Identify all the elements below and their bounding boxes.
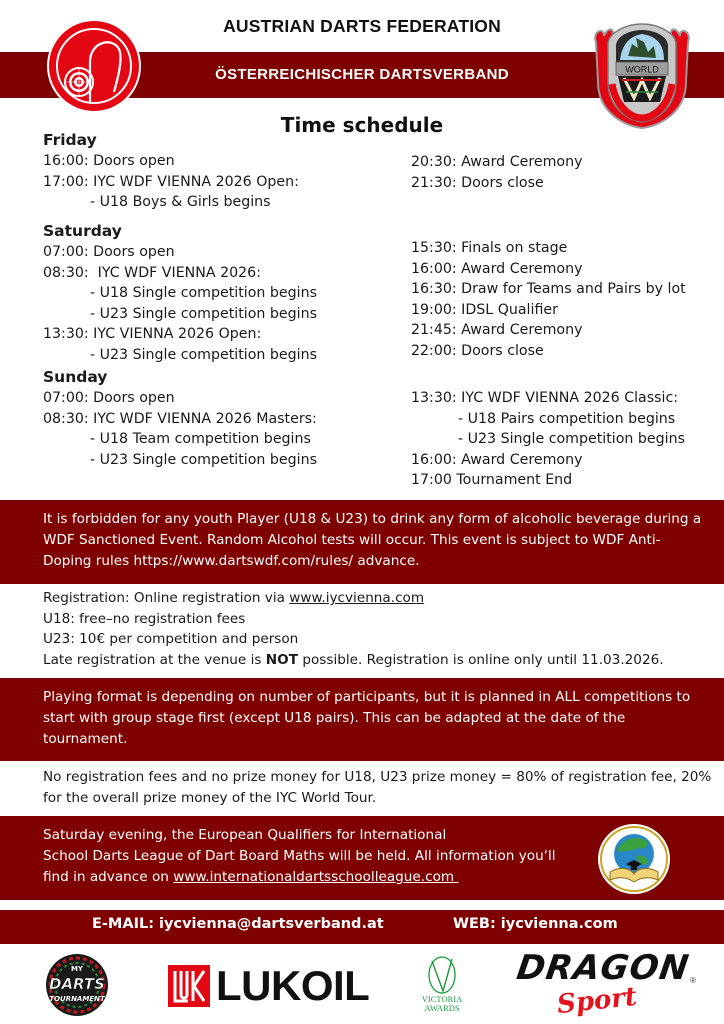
registration-line	[43, 588, 718, 609]
schedule-title: Time schedule	[280, 113, 444, 137]
awards-word: AWARDS	[424, 1003, 460, 1013]
idsl-link[interactable]: www.internationaldartsschoolleague.com	[173, 869, 459, 885]
late-suffix: possible. Registration is online only until 11.03.2026.	[298, 651, 664, 668]
contact-email[interactable]: E-MAIL: iycvienna@dartsverband.at	[92, 916, 384, 932]
mydarts-my: MY	[70, 965, 84, 973]
schedule-item: 16:00: Doors open	[43, 153, 175, 169]
schedule-subitem: - U23 Single competition begins	[90, 346, 317, 363]
schedule-item: 07:00: Doors open	[43, 244, 175, 260]
registration-u23: U23: 10€ per competition and person	[43, 631, 299, 648]
schedule-subitem: - U23 Single competition begins	[90, 305, 317, 322]
day-heading-saturday: Saturday	[43, 222, 122, 240]
late-not: NOT	[265, 651, 299, 668]
idsl-line-2: School Darts League of Dart Board Maths will be held. All information you‘ll	[43, 848, 556, 864]
schedule-item: 13:30: IYC VIENNA 2026 Open:	[43, 326, 262, 342]
sunday-right-column	[411, 388, 685, 491]
schedule-subitem: - U18 Boys & Girls begins	[90, 194, 271, 210]
schedule-subitem: - U18 Single competition begins	[90, 285, 317, 301]
lukoil-wordmark: LUKOIL	[216, 962, 370, 1009]
idsl-line-1: Saturday evening, the European Qualifiers for International	[43, 827, 447, 843]
schedule-item: 16:30: Draw for Teams and Pairs by lot	[411, 281, 686, 297]
registration-link[interactable]: www.iycvienna.com	[289, 590, 425, 606]
sunday-left-column	[43, 366, 317, 470]
schedule-item: 08:30: IYC WDF VIENNA 2026:	[43, 264, 261, 281]
schedule-item: 16:00: Award Ceremony	[411, 260, 583, 277]
schedule-item: 21:45: Award Ceremony	[411, 322, 583, 338]
idsl-notice-text	[43, 825, 588, 888]
victoria-awards-logo	[420, 955, 464, 1021]
lukoil-mark	[168, 965, 210, 1007]
schedule-item: 19:00: IDSL Qualifier	[411, 301, 558, 318]
registration-late	[43, 650, 718, 671]
friday-left-column	[43, 129, 299, 213]
contact-web[interactable]: WEB: iycvienna.com	[453, 916, 618, 932]
victoria-awards-wordmark	[420, 995, 464, 1013]
mydarts-darts: DARTS	[49, 975, 105, 993]
victoria-word: VICTORIA	[421, 994, 463, 1004]
wdf-logo-world-text: WORLD	[625, 64, 659, 75]
idsl-prefix: find in advance on	[43, 869, 174, 885]
schedule-item: 17:00: IYC WDF VIENNA 2026 Open:	[43, 173, 299, 190]
registration-u18: U18: free–no registration fees	[43, 610, 246, 627]
schedule-subitem: - U18 Pairs competition begins	[458, 410, 676, 427]
registered-mark: ®	[690, 976, 696, 985]
mydarts-tournament: TOURNAMENT	[49, 995, 105, 1003]
schedule-item: 16:00: Award Ceremony	[411, 451, 583, 468]
header-subtitle: ÖSTERREICHISCHER DARTSVERBAND	[215, 66, 509, 83]
schedule-subitem: - U23 Single competition begins	[90, 451, 317, 468]
schedule-item: 22:00: Doors close	[411, 342, 544, 359]
idsl-line-3	[43, 867, 588, 888]
schedule-item: 17:00 Tournament End	[411, 472, 573, 488]
schedule-subitem: - U23 Single competition begins	[458, 431, 685, 447]
my-darts-tournament-logo	[34, 952, 120, 1018]
registration-info	[43, 588, 718, 670]
world-darts-federation-logo	[590, 22, 694, 130]
schedule-item: 20:30: Award Ceremony	[411, 154, 583, 170]
schedule-item: 15:30: Finals on stage	[411, 240, 568, 256]
austrian-darts-federation-logo	[46, 18, 142, 114]
international-darts-school-league-logo	[596, 822, 672, 896]
schedule-item: 13:30: IYC WDF VIENNA 2026 Classic:	[411, 390, 679, 406]
lukoil-logo	[168, 962, 376, 1009]
schedule-subitem: - U18 Team competition begins	[90, 431, 311, 447]
late-prefix: Late registration at the venue is	[43, 651, 266, 668]
schedule-item: 21:30: Doors close	[411, 174, 544, 191]
saturday-left-column	[43, 220, 317, 365]
dragon-sport-logo	[513, 948, 698, 1021]
header-title: AUSTRIAN DARTS FEDERATION	[223, 16, 501, 36]
sport-wordmark: Sport	[555, 981, 639, 1021]
prize-info-text: No registration fees and no prize money for U18, U23 prize money = 80% of registration fee, 20% for the overall prize money of the IYC World Tour.	[43, 769, 712, 806]
schedule-item: 07:00: Doors open	[43, 390, 175, 406]
day-heading-sunday: Sunday	[43, 368, 108, 386]
alcohol-notice-text: It is forbidden for any youth Player (U18 & U23) to drink any form of alcoholic beverage during a WDF Sanctioned Event. Random Alcohol tests will occur. This event is subject to WDF Anti-Doping rules https://www.dartswdf.com/rules/ advance.	[43, 511, 702, 569]
friday-right-column	[411, 152, 582, 193]
saturday-right-column	[411, 238, 686, 361]
schedule-item: 08:30: IYC WDF VIENNA 2026 Masters:	[43, 410, 317, 427]
format-notice-text: Playing format is depending on number of participants, but it is planned in ALL competitions to start with group stage first (except U18 pairs). This can be adapted at the date of the tournament.	[43, 689, 691, 747]
day-heading-friday: Friday	[43, 131, 97, 149]
dragon-wordmark: DRAGON	[514, 948, 692, 988]
registration-prefix: Registration: Online registration via	[43, 590, 290, 606]
